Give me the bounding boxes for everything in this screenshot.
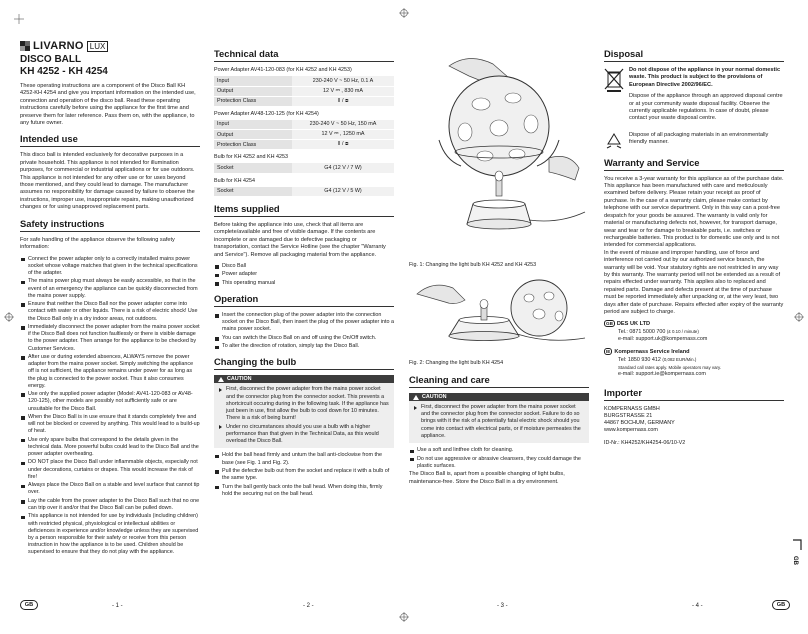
figure-2-caption: Fig. 2: Changing the light bulb KH 4254 <box>409 360 504 366</box>
adapter1-label: Power Adapter AV41-120-083 (for KH 4252 and KH 4253) <box>214 67 352 73</box>
service-gb <box>604 320 784 343</box>
list-item: Pull the defective bulb out from the socket and replace it with a bulb of the same type. <box>214 468 394 482</box>
list-item: This appliance is not intended for use by individuals (including children) with restricted physical, physiological or intellectual abilities or deficiences in experience and/or knowledge unless they are supervised by a person responsible for their safety or receive from this person instruction in how the appliance is to be used. Children should be supervised to ensure that they do not play with the appliance. <box>20 513 200 556</box>
service-phone-note: (£ 0.10 / minute) <box>666 329 699 335</box>
list-item: Disco Ball <box>214 263 394 270</box>
intended-use-heading: Intended use <box>20 133 200 147</box>
service-name: DES UK LTD <box>616 321 651 328</box>
column-page-3 <box>409 48 589 490</box>
items-supplied-heading: Items supplied <box>214 203 394 217</box>
list-item: First, disconnect the power adapter from the mains power socket and the connector plug from the connector socket. This prevents a shortcircuit occuring during in the following task. If the appliance has just been in use, first allow the bulb to cool down for 10 minutes. There is a risk of being burnt! <box>218 386 390 422</box>
changing-bulb-heading: Changing the bulb <box>214 356 394 370</box>
warranty-text: You receive a 3-year warranty for this appliance as of the purchase date. This appliance has been manufactured with care and meticulously examined before delivery. Please retain your receipt as proof of purchase. In the case of a warranty claim, please make contact by telephone with our service department. Only in this way can a post-free despatch for your goods be assured. The warranty is valid only for material or manufacturing defects not, however, for transport damage, wear and tear or for damage to breakable parts, i.e. switches or rechargeable batteries. This product is for domestic use only and is not intended for commercial applications. <box>604 175 784 249</box>
list-item: This operating manual <box>214 280 394 287</box>
disposal-packaging-text: Dispose of all packaging materials in an environmentally friendly manner. <box>629 131 769 146</box>
safety-intro: For safe handling of the appliance observe the following safety information: <box>20 236 175 251</box>
list-item: Use only the supplied power adapter (Model: AV41-120-083 or AV48-120-125), other models are possibly not sufficiently safe or are unsuitable for the Disco Ball. <box>20 391 200 413</box>
service-phone: Tel: 1850 930 412 <box>618 357 661 364</box>
page-number: - 4 - <box>692 603 703 609</box>
table-row: Protection Class II / ⧈ <box>214 140 394 150</box>
table-row: Output 12 V ⎓ , 1250 mA <box>214 130 394 140</box>
bulb1-label: Bulb for KH 4252 and KH 4253 <box>214 154 289 160</box>
cleaning-text: The Disco Ball is, apart from a possible changing of light bulbs, maintenance-free. Store the Disco Ball in a dry environment. <box>409 471 565 485</box>
service-ie <box>604 348 784 378</box>
intended-use-text: This disco ball is intended exclusively for decorative purposes in a private household. This appliance is not intended for illumination purposes, for commercial or industrial applications or for use outdoors. This appliance is not intended for any other use or for uses beyond those mentioned, and they could lead to damage. The manufacturer assumes no responsibility for damage caused by failure to observe the instructions, improper use, inappropriate repairs, making unauthorized changes or for using unapproved replacement parts. <box>20 152 195 211</box>
list-item: Turn the ball gently back onto the ball head. When doing this, firmly hold the securing nut on the ball head. <box>214 484 394 498</box>
service-phone-note: (0,082 EUR/Min.) <box>662 357 697 363</box>
column-page-4 <box>604 48 784 447</box>
figure-1-caption: Fig. 1: Changing the light bulb KH 4252 and KH 4253 <box>409 262 537 268</box>
registration-mark-icon <box>4 312 14 322</box>
registration-mark-icon <box>399 8 409 18</box>
country-tag: GB <box>606 321 613 327</box>
table-row: Output 12 V ⎓ , 830 mA <box>214 86 394 96</box>
list-item: Immediately disconnect the power adapter from the mains power socket if the Disco Ball does not function faultlessly or there is visible damage to the power adapter. Then arrange for the appliance to be checked by Customer Services. <box>20 324 200 353</box>
bulb1-table <box>214 163 394 174</box>
product-title: DISCO BALL KH 4252 - KH 4254 <box>20 54 108 77</box>
language-badge: GB <box>20 600 38 610</box>
service-phone: Tel.: 0871 5000 700 <box>618 329 666 336</box>
warning-icon <box>413 395 419 400</box>
language-tab-label: GB <box>792 556 798 565</box>
service-name: Kompernass Service Ireland <box>614 349 690 356</box>
adapter1-table <box>214 76 394 107</box>
importer-address: KOMPERNASS GMBH BURGSTRASSE 21 44867 BOCHUM, GERMANY www.kompernass.com <box>604 406 675 434</box>
list-item: Under no circumstances should you use a bulb with a higher performance than that given in the Technical Data, as this would overload the Disco Ball. <box>218 424 390 446</box>
caution-box <box>214 375 394 448</box>
warning-icon <box>218 377 224 382</box>
table-row: Input 230-240 V ~ 50 Hz, 0.1 A <box>214 76 394 86</box>
registration-mark-icon <box>399 612 409 622</box>
language-badge: GB <box>772 600 790 610</box>
table-row: Socket G4 (12 V / 5 W) <box>214 187 394 197</box>
list-item: Use only spare bulbs that correspond to the details given in the technical data. More powerful bulbs could lead to the Disco Ball and the power adapter overheating. <box>20 437 200 459</box>
recycling-icon <box>604 132 624 150</box>
importer-id: ID-Nr.: KH4252/KH4254-06/10-V2 <box>604 440 686 447</box>
registration-mark-icon <box>794 312 804 322</box>
list-item: Do not use aggressive or abrasive cleansers, they could damage the plastic surfaces. <box>409 456 589 470</box>
disposal-heading: Disposal <box>604 48 784 62</box>
warranty-text-2: In the event of misuse and improper handling, use of force and interference not carried out by our authorized service branch, the warranty will be void. Your statutory rights are not restricted in any way by this warranty. The warranty period will not be extended as a result of repairs effected under warranty. This applies also to replaced and repaired parts. Damage and defects present at the time of purchase must be reported immediately after unpacking or, at the very least, two days after date of purchase. Repairs effected after expiry of the warranty period are subject to charge. <box>604 249 784 315</box>
corner-mark-icon <box>792 539 802 551</box>
column-page-2 <box>214 48 394 499</box>
bulb2-label: Bulb for KH 4254 <box>214 177 256 184</box>
adapter2-label: Power Adapter AV48-120-125 (for KH 4254) <box>214 110 319 117</box>
brand-sub: LUX <box>87 41 109 52</box>
service-email: e-mail: support.ie@kompernass.com <box>618 371 706 378</box>
caution-label: CAUTION <box>422 394 447 400</box>
figure-2-illustration <box>409 274 589 352</box>
service-email: e-mail: support.uk@kompernass.com <box>618 336 708 343</box>
list-item: Lay the cable from the power adapter to the Disco Ball such that no one can trip over it and/or that the Disco Ball can be pulled down. <box>20 498 200 512</box>
logo-squares-icon <box>20 41 30 51</box>
caution-box <box>409 393 589 443</box>
bulb2-table <box>214 187 394 198</box>
table-row: Socket G4 (12 V / 7 W) <box>214 163 394 173</box>
safety-list <box>20 256 200 557</box>
page-number: - 2 - <box>303 603 314 609</box>
language-tab <box>792 538 802 565</box>
list-item: When the Disco Ball is in use ensure that it stands completely free and will not be blocked or covered by anything. This would lead to a build-up of heat. <box>20 414 200 436</box>
safety-heading: Safety instructions <box>20 218 200 232</box>
adapter2-table <box>214 120 394 151</box>
list-item: The mains power plug must always be easily accessible, so that in the event of an emergency the appliance can be quickly disconnected from the mains power supply. <box>20 278 200 300</box>
disposal-text: Dispose of the appliance through an approved disposal centre or at your community waste disposal facility. Observe the currently applicable regulations. In case of doubt, please contact your waste disposal centre. <box>629 93 783 122</box>
list-item: DO NOT place the Disco Ball under inflammable objects, especially not under decorations, curtains or drapes. This would increase the risk of fire! <box>20 459 200 481</box>
list-item: You can switch the Disco Ball on and off using the On/Off switch. <box>214 335 394 342</box>
list-item: Always place the Disco Ball on a stable and level surface that cannot tip over. <box>20 482 200 496</box>
technical-data-heading: Technical data <box>214 48 394 62</box>
page-number: - 3 - <box>497 603 508 609</box>
list-item: Connect the power adapter only to a correctly installed mains power socket whose voltage matches that given in the technical specifications of the adapter. <box>20 256 200 278</box>
caution-label: CAUTION <box>227 376 252 383</box>
crossed-bin-icon <box>604 67 624 93</box>
cleaning-heading: Cleaning and care <box>409 374 589 388</box>
list-item: Power adapter <box>214 271 394 278</box>
intro-text: These operating instructions are a component of the Disco Ball KH 4252-KH 4254 and give you important information on the intended use, connection and operation of the disco ball. Read these operating instructions carefully before using the appliance for the first time and preserve them for later reference. Pass them on, with the appliance, to any future owner. <box>20 83 196 127</box>
list-item: Insert the connection plug of the power adapter into the connection socket on the Disco Ball, then insert the plug of the power adapter into a mains power socket. <box>214 312 394 334</box>
operation-heading: Operation <box>214 293 394 307</box>
table-row: Input 230-240 V ~ 50 Hz, 150 mA <box>214 120 394 130</box>
brand-name: LIVARNO <box>33 40 84 52</box>
importer-heading: Importer <box>604 387 784 401</box>
list-item: To alter the direction of rotation, simply tap the Disco Ball. <box>214 343 394 350</box>
figure-1-illustration <box>409 48 589 254</box>
items-supplied-text: Before taking the appliance into use, check that all items are complete/available and free of visible damage. If the contents are incomplete or are damaged due to defective packaging or transportation, contact the Service Hotline (see the chapter "Warranty and Service"). Remove all packaging material from the appliance. <box>214 222 386 258</box>
page-number: - 1 - <box>112 603 123 609</box>
service-note: Standard call rates apply. Mobile operators may vary. <box>618 365 722 371</box>
brand-logo <box>20 40 200 52</box>
list-item: After use or during extended absences, ALWAYS remove the power adapter from the mains power socket. Simply switching the appliance off is not sufficient, the appliance remains under power for as long as the plug is connected to the power socket. Thus it also consumes energy. <box>20 354 200 390</box>
table-row: Protection Class II / ⧈ <box>214 96 394 106</box>
warranty-heading: Warranty and Service <box>604 157 784 171</box>
list-item: First, disconnect the power adapter from the mains power socket and the connector plug from the connector socket. Failure to do so brings with it the risk of a potentially fatal electric shock should you come into contact with electrical parts, or if moisture permeates the appliance. <box>413 404 585 440</box>
disposal-bold-text: Do not dispose of the appliance in your normal domestic waste. This product is subject to the provisions of European Directive 2002/96/EC. <box>629 67 781 88</box>
country-tag: IE <box>606 349 611 355</box>
column-page-1 <box>20 40 200 558</box>
list-item: Hold the ball head firmly and untum the ball anti-clockwise from the base (see Fig. 1 and Fig. 2). <box>214 452 394 466</box>
list-item: Ensure that neither the Disco Ball nor the power adapter come into contact with water or other liquids. There is a risk of electric shock! Use the Disco Ball only in a dry indoor areas, not outdoors. <box>20 301 200 323</box>
list-item: Use a soft and lintfree cloth for cleaning. <box>409 447 589 454</box>
crop-mark-icon <box>14 14 24 24</box>
